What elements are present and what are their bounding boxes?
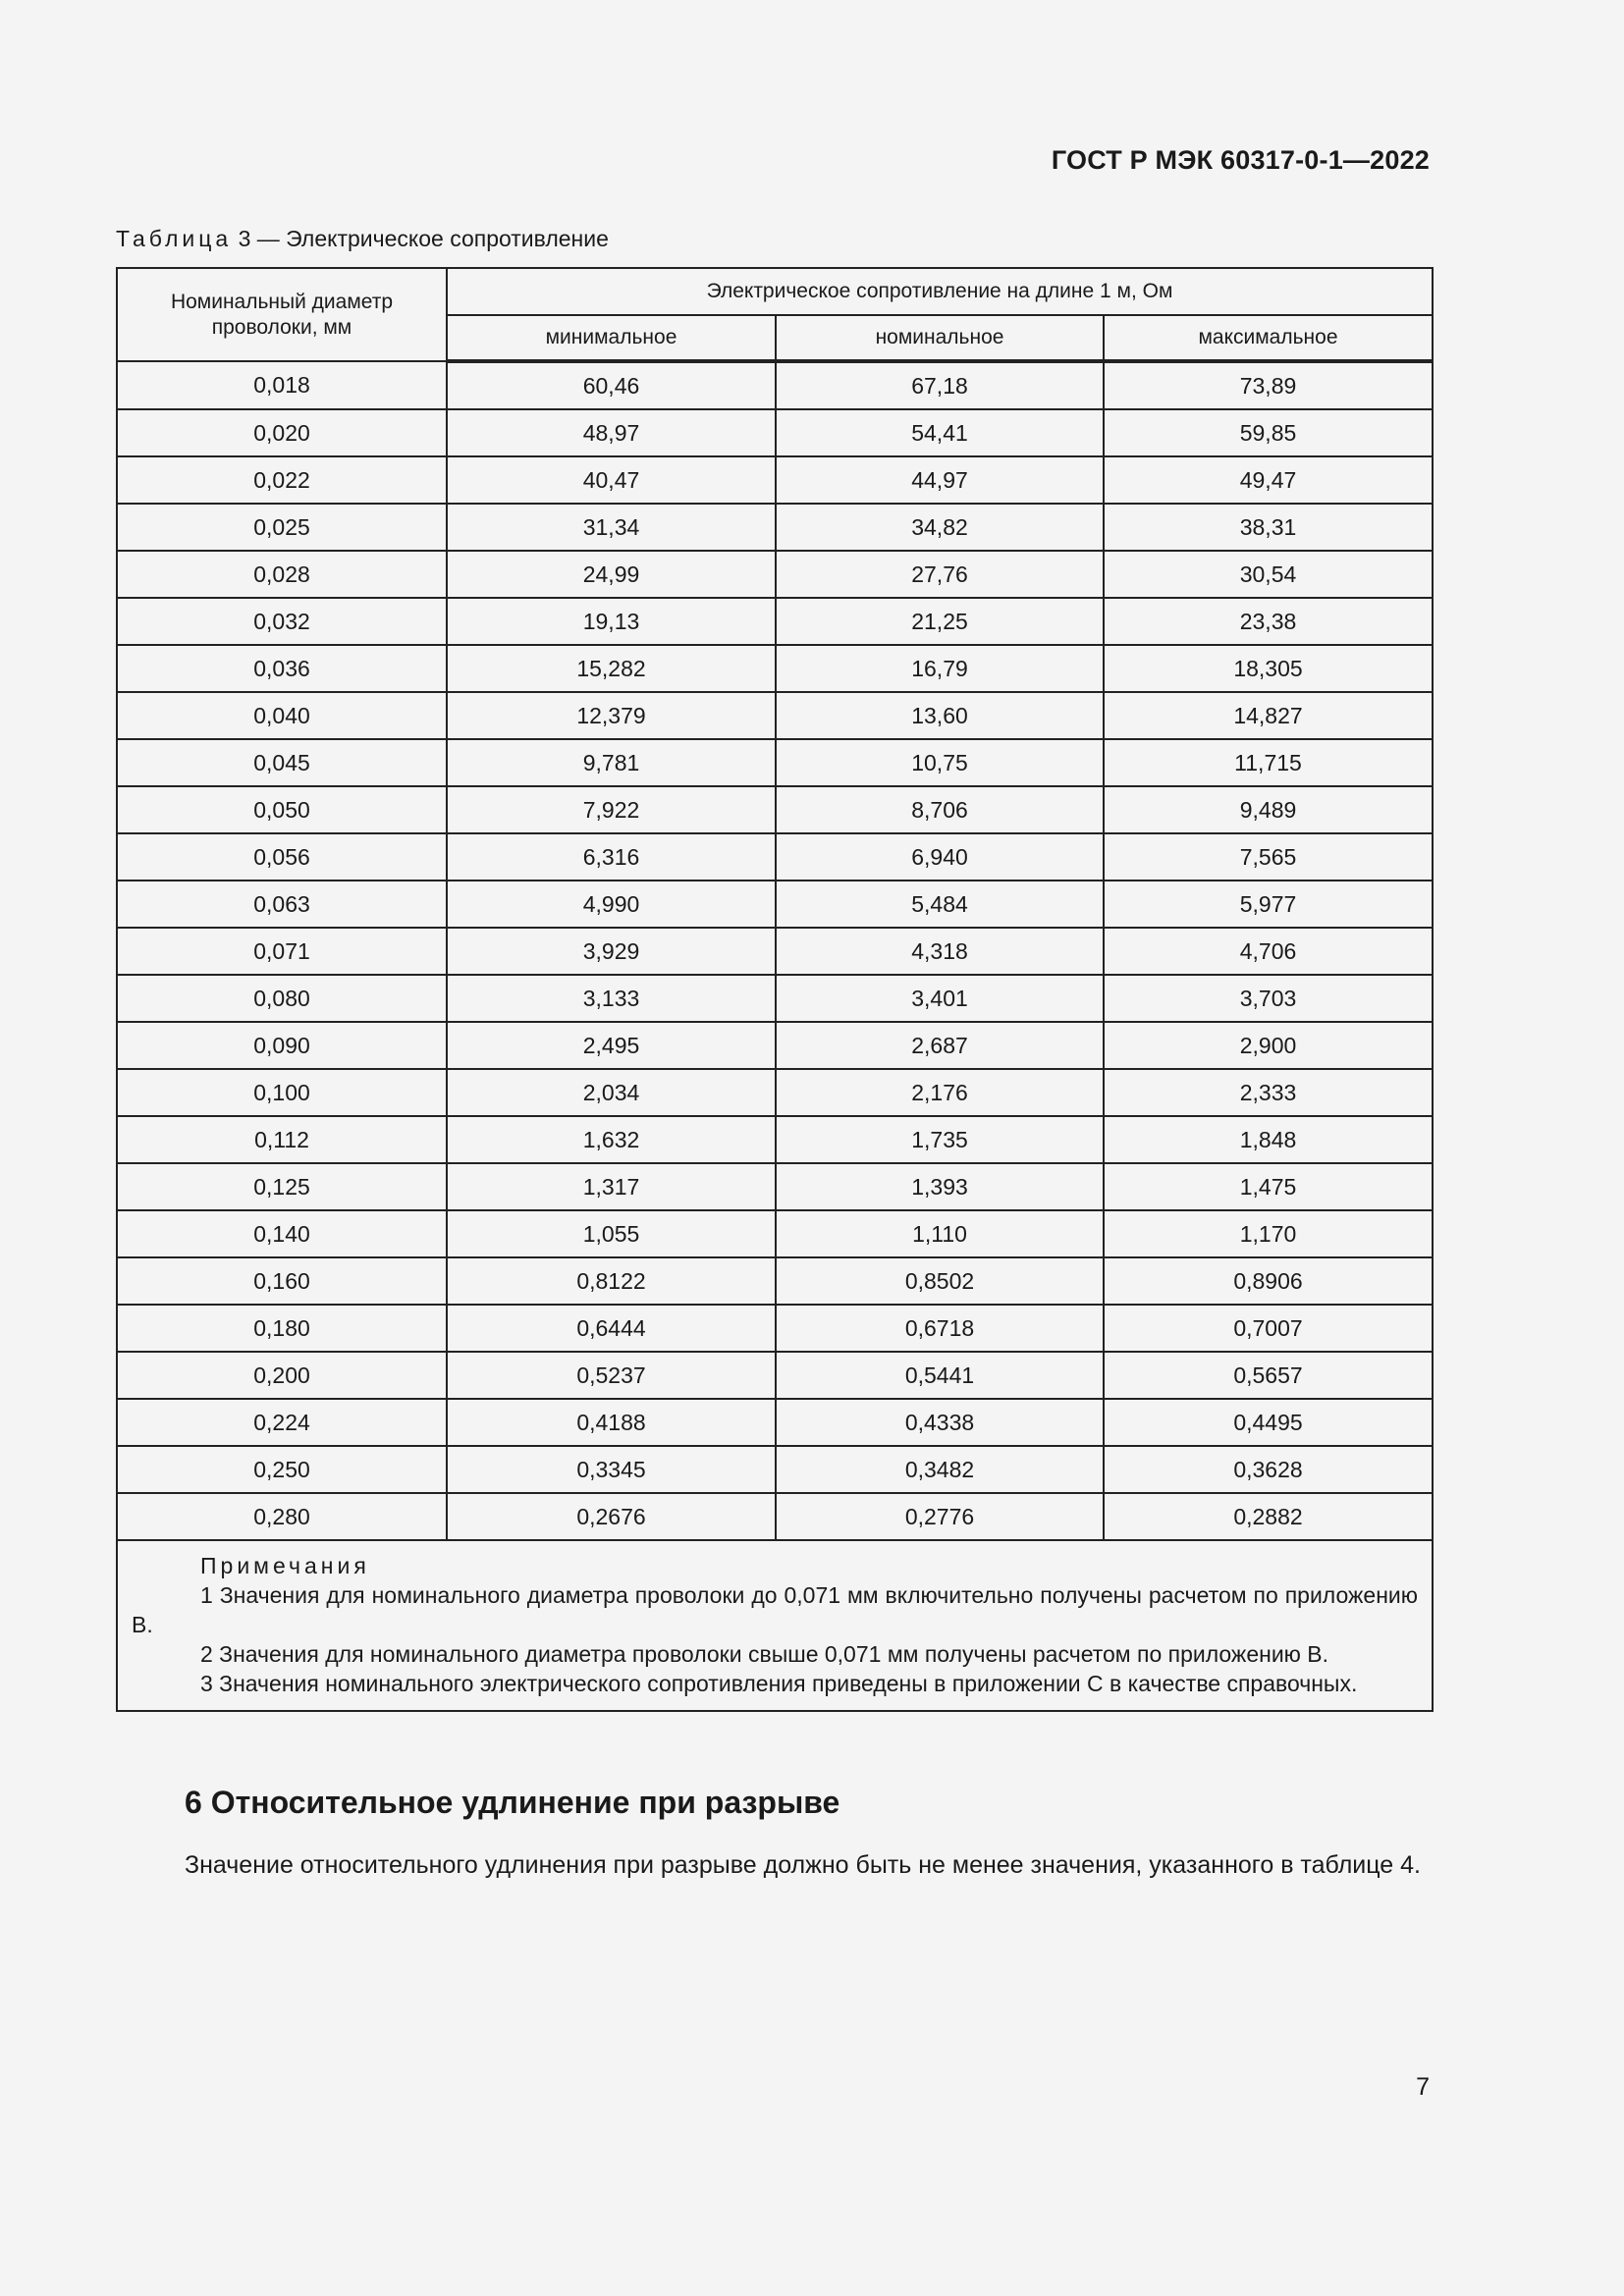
cell-min-resistance: 2,495	[447, 1022, 776, 1069]
cell-diameter: 0,280	[117, 1493, 447, 1540]
cell-max-resistance: 0,8906	[1104, 1257, 1433, 1305]
table-row	[117, 1493, 1433, 1540]
cell-min-resistance: 0,3345	[447, 1446, 776, 1493]
cell-diameter: 0,250	[117, 1446, 447, 1493]
cell-nom-resistance: 2,687	[776, 1022, 1104, 1069]
cell-max-resistance: 7,565	[1104, 833, 1433, 881]
cell-nom-resistance: 10,75	[776, 739, 1104, 786]
cell-min-resistance: 0,5237	[447, 1352, 776, 1399]
cell-diameter: 0,224	[117, 1399, 447, 1446]
cell-min-resistance: 3,929	[447, 928, 776, 975]
cell-min-resistance: 7,922	[447, 786, 776, 833]
column-header-max: максимальное	[1104, 315, 1433, 361]
cell-nom-resistance: 16,79	[776, 645, 1104, 692]
cell-diameter: 0,018	[117, 361, 447, 409]
cell-nom-resistance: 3,401	[776, 975, 1104, 1022]
cell-nom-resistance: 21,25	[776, 598, 1104, 645]
cell-min-resistance: 0,8122	[447, 1257, 776, 1305]
cell-diameter: 0,160	[117, 1257, 447, 1305]
cell-nom-resistance: 5,484	[776, 881, 1104, 928]
cell-min-resistance: 60,46	[447, 361, 776, 409]
column-header-diameter: Номинальный диаметр проволоки, мм	[117, 268, 447, 361]
cell-min-resistance: 6,316	[447, 833, 776, 881]
column-header-nom: номинальное	[776, 315, 1104, 361]
cell-min-resistance: 48,97	[447, 409, 776, 456]
resistance-table	[116, 267, 1434, 1712]
cell-diameter: 0,100	[117, 1069, 447, 1116]
cell-diameter: 0,080	[117, 975, 447, 1022]
cell-max-resistance: 59,85	[1104, 409, 1433, 456]
cell-nom-resistance: 27,76	[776, 551, 1104, 598]
cell-max-resistance: 4,706	[1104, 928, 1433, 975]
cell-nom-resistance: 54,41	[776, 409, 1104, 456]
document-id-header: ГОСТ Р МЭК 60317-0-1—2022	[1051, 145, 1430, 175]
cell-nom-resistance: 8,706	[776, 786, 1104, 833]
cell-min-resistance: 15,282	[447, 645, 776, 692]
cell-nom-resistance: 0,5441	[776, 1352, 1104, 1399]
table-row	[117, 881, 1433, 928]
cell-nom-resistance: 6,940	[776, 833, 1104, 881]
cell-diameter: 0,028	[117, 551, 447, 598]
cell-diameter: 0,071	[117, 928, 447, 975]
table-row	[117, 1257, 1433, 1305]
cell-max-resistance: 49,47	[1104, 456, 1433, 504]
cell-max-resistance: 2,900	[1104, 1022, 1433, 1069]
cell-max-resistance: 30,54	[1104, 551, 1433, 598]
table-row	[117, 645, 1433, 692]
cell-diameter: 0,063	[117, 881, 447, 928]
cell-diameter: 0,125	[117, 1163, 447, 1210]
table-row	[117, 786, 1433, 833]
cell-max-resistance: 2,333	[1104, 1069, 1433, 1116]
cell-max-resistance: 0,3628	[1104, 1446, 1433, 1493]
cell-diameter: 0,050	[117, 786, 447, 833]
cell-diameter: 0,180	[117, 1305, 447, 1352]
cell-diameter: 0,056	[117, 833, 447, 881]
table-row	[117, 551, 1433, 598]
table-row	[117, 1069, 1433, 1116]
cell-max-resistance: 11,715	[1104, 739, 1433, 786]
cell-min-resistance: 3,133	[447, 975, 776, 1022]
table-row	[117, 504, 1433, 551]
table-row	[117, 1116, 1433, 1163]
table-row	[117, 1352, 1433, 1399]
table-row	[117, 598, 1433, 645]
cell-max-resistance: 5,977	[1104, 881, 1433, 928]
cell-nom-resistance: 0,6718	[776, 1305, 1104, 1352]
cell-nom-resistance: 0,8502	[776, 1257, 1104, 1305]
cell-min-resistance: 0,6444	[447, 1305, 776, 1352]
cell-nom-resistance: 44,97	[776, 456, 1104, 504]
table-row	[117, 739, 1433, 786]
cell-nom-resistance: 1,110	[776, 1210, 1104, 1257]
cell-max-resistance: 23,38	[1104, 598, 1433, 645]
table-row	[117, 1305, 1433, 1352]
column-header-resistance-group: Электрическое сопротивление на длине 1 м, Ом	[447, 268, 1433, 315]
cell-min-resistance: 40,47	[447, 456, 776, 504]
table-notes	[117, 1540, 1433, 1711]
cell-max-resistance: 3,703	[1104, 975, 1433, 1022]
cell-nom-resistance: 67,18	[776, 361, 1104, 409]
cell-min-resistance: 0,4188	[447, 1399, 776, 1446]
cell-max-resistance: 1,848	[1104, 1116, 1433, 1163]
table-row	[117, 692, 1433, 739]
table-row	[117, 833, 1433, 881]
note-item: 2 Значения для номинального диаметра проволоки свыше 0,071 мм получены расчетом по приложению B.	[200, 1641, 1329, 1667]
table-row	[117, 1163, 1433, 1210]
page-number: 7	[1416, 2073, 1430, 2101]
cell-max-resistance: 38,31	[1104, 504, 1433, 551]
cell-min-resistance: 19,13	[447, 598, 776, 645]
table-row	[117, 361, 1433, 409]
cell-min-resistance: 31,34	[447, 504, 776, 551]
cell-nom-resistance: 0,2776	[776, 1493, 1104, 1540]
table-row	[117, 456, 1433, 504]
cell-min-resistance: 1,317	[447, 1163, 776, 1210]
note-item: 3 Значения номинального электрического сопротивления приведены в приложении C в качестве справочных.	[200, 1671, 1358, 1696]
cell-diameter: 0,112	[117, 1116, 447, 1163]
cell-nom-resistance: 34,82	[776, 504, 1104, 551]
table-notes-row	[117, 1540, 1433, 1711]
cell-diameter: 0,032	[117, 598, 447, 645]
cell-max-resistance: 1,170	[1104, 1210, 1433, 1257]
cell-nom-resistance: 0,3482	[776, 1446, 1104, 1493]
section-paragraph: Значение относительного удлинения при разрыве должно быть не менее значения, указанного в таблице 4.	[185, 1851, 1421, 1879]
cell-diameter: 0,200	[117, 1352, 447, 1399]
table-row	[117, 1446, 1433, 1493]
cell-min-resistance: 1,632	[447, 1116, 776, 1163]
table-row	[117, 1210, 1433, 1257]
table-caption	[116, 226, 609, 252]
note-item: 1 Значения для номинального диаметра проволоки до 0,071 мм включительно получены расчетом по приложению B.	[132, 1582, 1418, 1637]
cell-max-resistance: 18,305	[1104, 645, 1433, 692]
cell-nom-resistance: 2,176	[776, 1069, 1104, 1116]
table-header-row	[117, 268, 1433, 315]
cell-nom-resistance: 1,735	[776, 1116, 1104, 1163]
cell-min-resistance: 24,99	[447, 551, 776, 598]
cell-min-resistance: 12,379	[447, 692, 776, 739]
cell-diameter: 0,022	[117, 456, 447, 504]
table-caption-prefix: Таблица	[116, 226, 233, 251]
table-caption-title: 3 — Электрическое сопротивление	[232, 226, 609, 251]
cell-nom-resistance: 1,393	[776, 1163, 1104, 1210]
cell-diameter: 0,020	[117, 409, 447, 456]
cell-diameter: 0,025	[117, 504, 447, 551]
cell-min-resistance: 2,034	[447, 1069, 776, 1116]
cell-max-resistance: 1,475	[1104, 1163, 1433, 1210]
cell-min-resistance: 1,055	[447, 1210, 776, 1257]
column-header-min: минимальное	[447, 315, 776, 361]
table-row	[117, 975, 1433, 1022]
cell-diameter: 0,140	[117, 1210, 447, 1257]
section-heading: 6 Относительное удлинение при разрыве	[185, 1785, 840, 1820]
cell-nom-resistance: 13,60	[776, 692, 1104, 739]
cell-max-resistance: 0,2882	[1104, 1493, 1433, 1540]
cell-diameter: 0,036	[117, 645, 447, 692]
cell-diameter: 0,045	[117, 739, 447, 786]
cell-max-resistance: 73,89	[1104, 361, 1433, 409]
cell-max-resistance: 0,4495	[1104, 1399, 1433, 1446]
cell-nom-resistance: 0,4338	[776, 1399, 1104, 1446]
cell-max-resistance: 14,827	[1104, 692, 1433, 739]
cell-min-resistance: 0,2676	[447, 1493, 776, 1540]
notes-title: Примечания	[200, 1553, 370, 1578]
cell-min-resistance: 9,781	[447, 739, 776, 786]
cell-diameter: 0,040	[117, 692, 447, 739]
cell-diameter: 0,090	[117, 1022, 447, 1069]
table-row	[117, 928, 1433, 975]
table-row	[117, 1022, 1433, 1069]
cell-min-resistance: 4,990	[447, 881, 776, 928]
table-body	[117, 361, 1433, 1711]
table-row	[117, 409, 1433, 456]
cell-max-resistance: 0,5657	[1104, 1352, 1433, 1399]
cell-max-resistance: 9,489	[1104, 786, 1433, 833]
table-row	[117, 1399, 1433, 1446]
cell-nom-resistance: 4,318	[776, 928, 1104, 975]
cell-max-resistance: 0,7007	[1104, 1305, 1433, 1352]
